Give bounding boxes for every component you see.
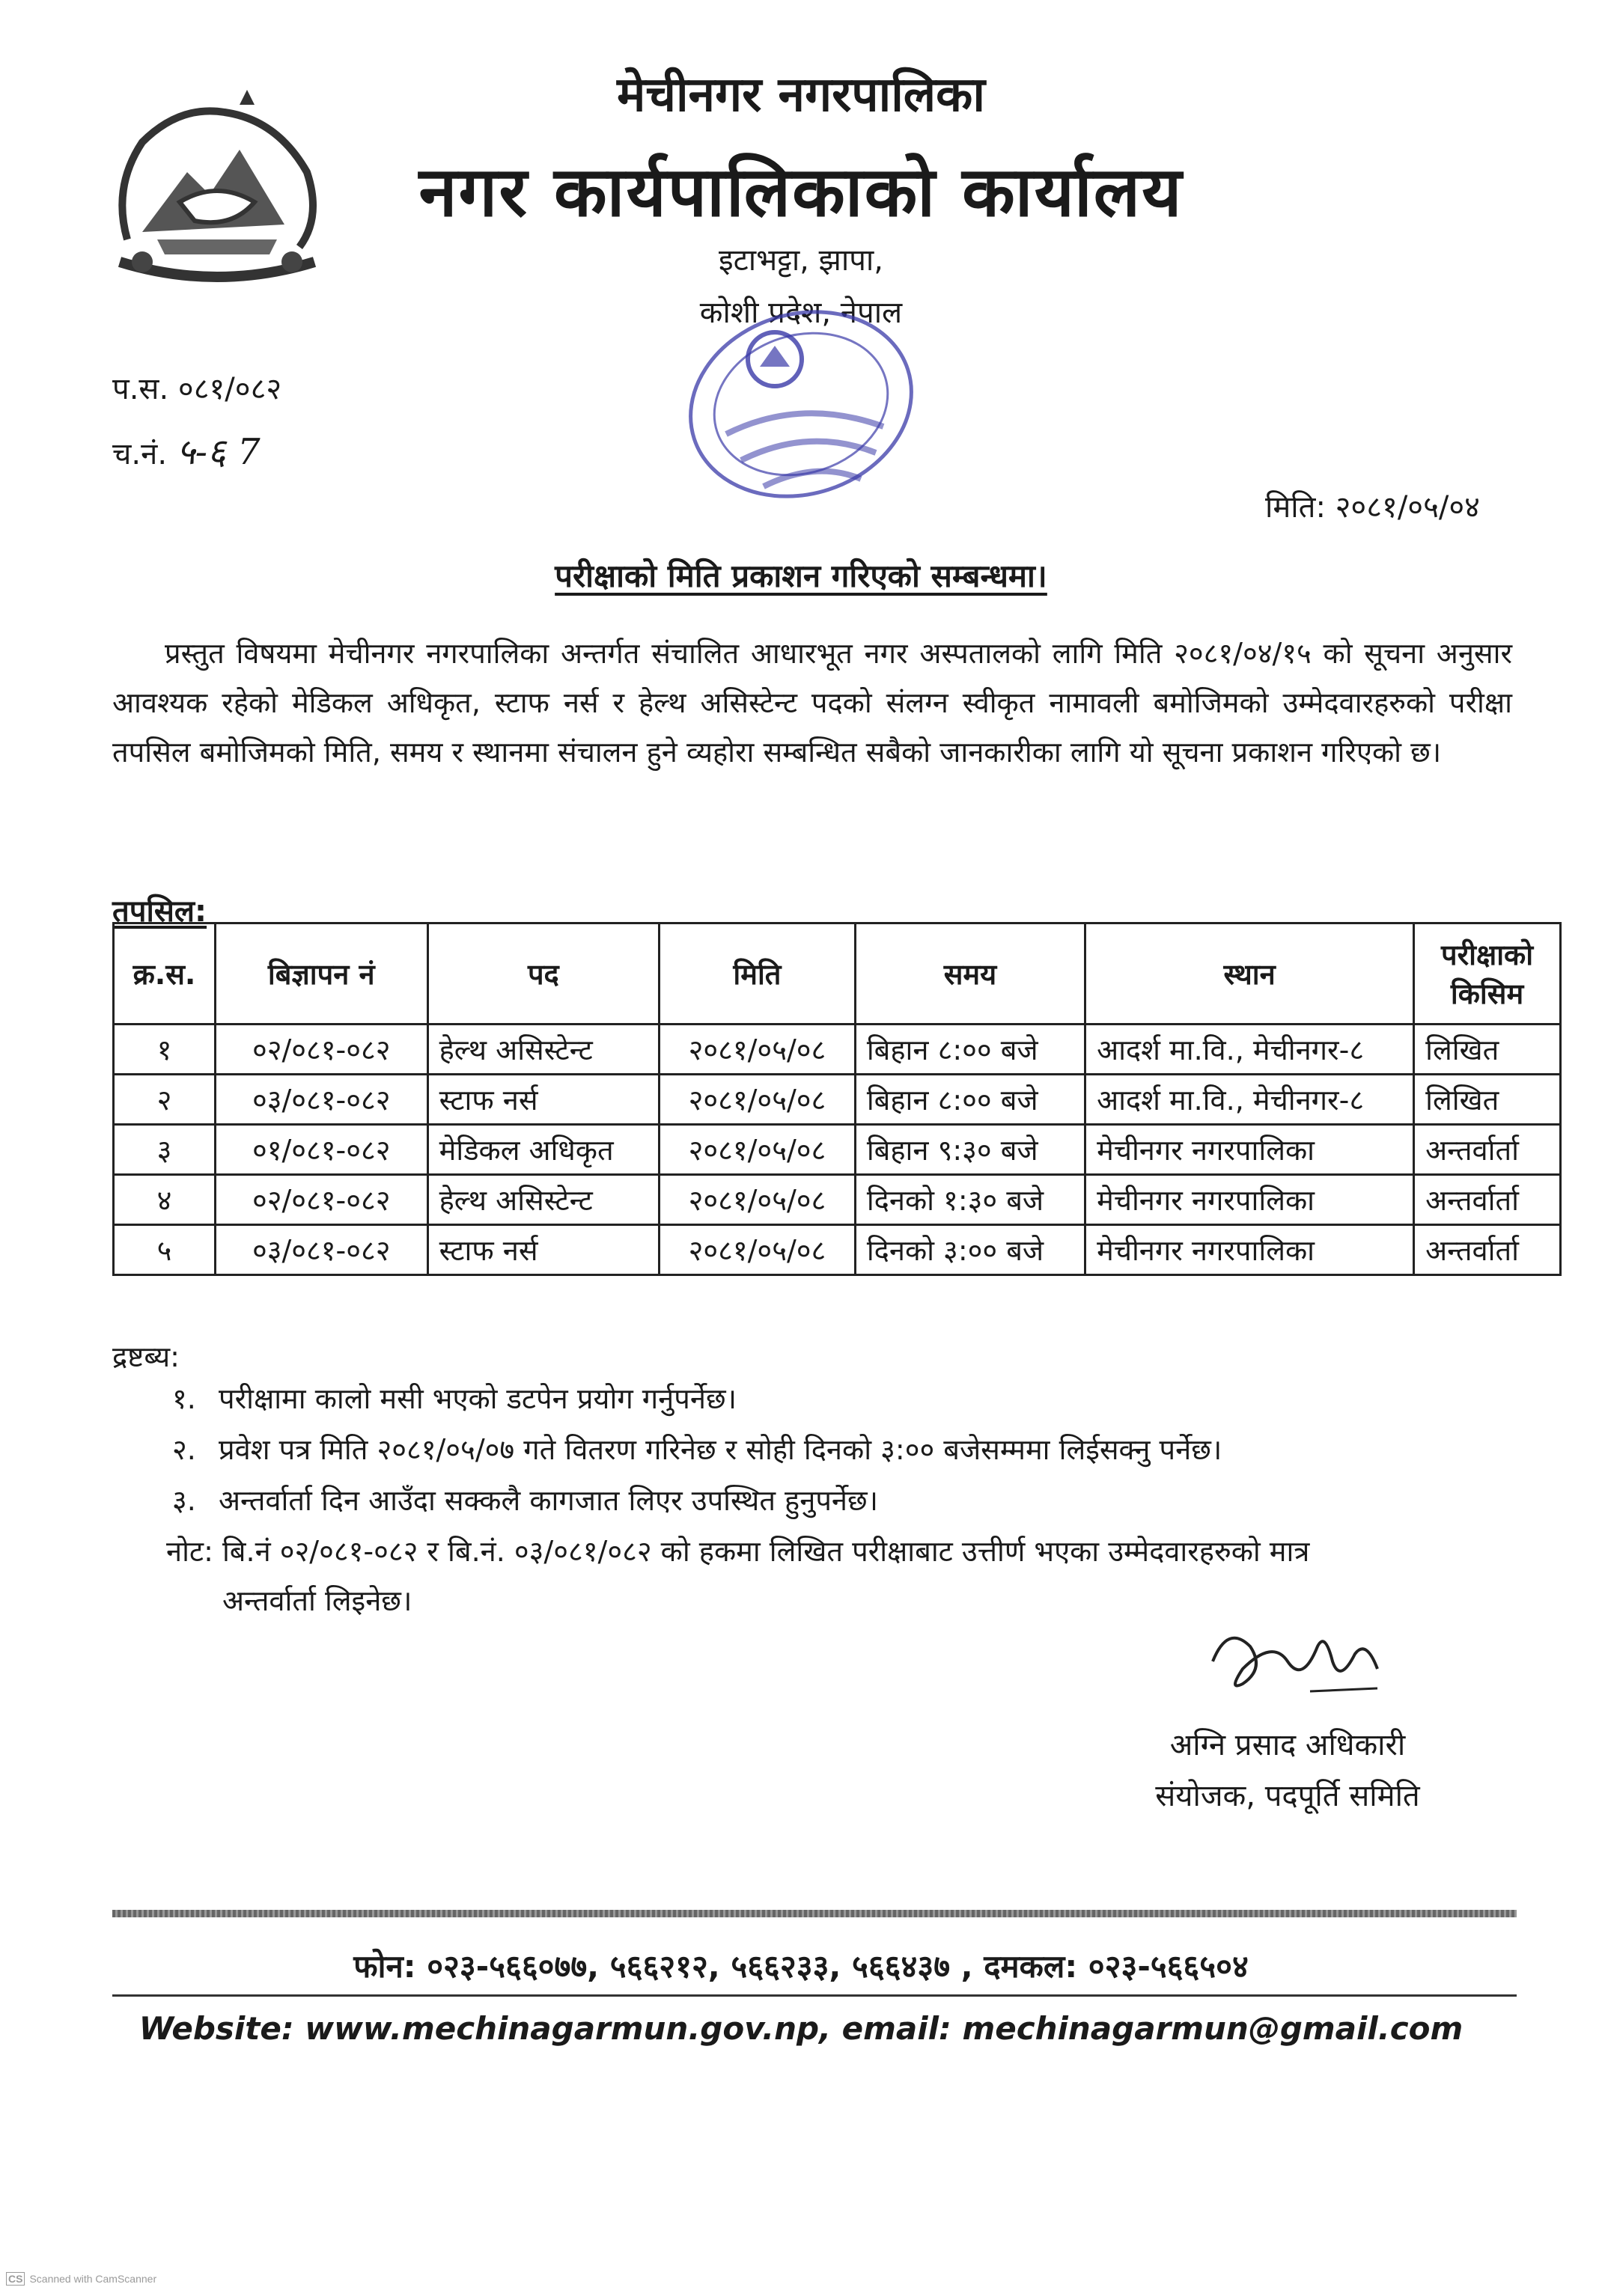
cell-time: बिहान ९:३० बजे bbox=[855, 1125, 1085, 1175]
signatory-name: अग्नि प्रसाद अधिकारी bbox=[1169, 1728, 1406, 1762]
schedule-label: तपसिल: bbox=[112, 894, 207, 929]
header-ad-number: बिज्ञापन नं bbox=[215, 923, 427, 1025]
footer-website-email: Website: www.mechinagarmun.gov.np, email: mechinagarmun@gmail.com bbox=[138, 2010, 1464, 2047]
note-remark bbox=[166, 1527, 1514, 1625]
note-item bbox=[172, 1429, 1222, 1468]
note-text: परीक्षामा कालो मसी भएको डटपेन प्रयोग गर्नुपर्नेछ। bbox=[219, 1382, 737, 1415]
cell-post: मेडिकल अधिकृत bbox=[427, 1125, 659, 1175]
note-number: २. bbox=[172, 1433, 196, 1466]
table-row bbox=[114, 1125, 1561, 1175]
cell-exam-type: लिखित bbox=[1414, 1025, 1561, 1075]
header-post: पद bbox=[427, 923, 659, 1025]
cell-time: बिहान ८:०० बजे bbox=[855, 1075, 1085, 1125]
cell-post: हेल्थ असिस्टेन्ट bbox=[427, 1025, 659, 1075]
note-item bbox=[172, 1480, 878, 1519]
cell-post: हेल्थ असिस्टेन्ट bbox=[427, 1175, 659, 1225]
cell-date: २०८१/०५/०८ bbox=[660, 1225, 856, 1275]
note-text: प्रवेश पत्र मिति २०८१/०५/०७ गते वितरण गरिनेछ र सोही दिनको ३:०० बजेसम्ममा लिईसक्नु पर्नेछ। bbox=[219, 1433, 1222, 1466]
cell-ad-number: ०१/०८१-०८२ bbox=[215, 1125, 427, 1175]
cell-time: दिनको १:३० बजे bbox=[855, 1175, 1085, 1225]
header-time: समय bbox=[855, 923, 1085, 1025]
office-name: नगर कार्यपालिकाको कार्यालय bbox=[418, 152, 1184, 232]
subject-text: परीक्षाको मिति प्रकाशन गरिएको सम्बन्धमा। bbox=[555, 558, 1047, 594]
cell-date: २०८१/०५/०८ bbox=[660, 1175, 856, 1225]
cell-date: २०८१/०५/०८ bbox=[660, 1075, 856, 1125]
scanner-text: Scanned with CamScanner bbox=[29, 2273, 157, 2285]
cell-venue: आदर्श मा.वि., मेचीनगर-८ bbox=[1085, 1025, 1414, 1075]
cell-exam-type: अन्तर्वार्ता bbox=[1414, 1125, 1561, 1175]
cell-venue: आदर्श मा.वि., मेचीनगर-८ bbox=[1085, 1075, 1414, 1125]
subject-line bbox=[0, 554, 1602, 596]
cell-serial: ५ bbox=[114, 1225, 216, 1275]
footer-divider-bottom bbox=[112, 1994, 1517, 1997]
note-remark-line-1: नोट: बि.नं ०२/०८१-०८२ र बि.नं. ०३/०८१/०८२ को हकमा लिखित परीक्षाबाट उत्तीर्ण भएका उम्मेदवारहरुको मात्र bbox=[166, 1535, 1310, 1568]
cell-post: स्टाफ नर्स bbox=[427, 1075, 659, 1125]
cell-ad-number: ०२/०८१-०८२ bbox=[215, 1175, 427, 1225]
address-line-1: इटाभट्टा, झापा, bbox=[718, 243, 884, 278]
table-row bbox=[114, 1025, 1561, 1075]
scanner-watermark bbox=[6, 2272, 156, 2286]
header-venue: स्थान bbox=[1085, 923, 1414, 1025]
table-header-row bbox=[114, 923, 1561, 1025]
municipality-name: मेचीनगर नगरपालिका bbox=[617, 67, 985, 123]
cell-post: स्टाफ नर्स bbox=[427, 1225, 659, 1275]
address-line-2: कोशी प्रदेश, नेपाल bbox=[699, 296, 903, 330]
footer-divider-top bbox=[112, 1910, 1517, 1917]
dispatch-number bbox=[112, 427, 261, 475]
cell-date: २०८१/०५/०८ bbox=[660, 1125, 856, 1175]
table-row bbox=[114, 1175, 1561, 1225]
footer-phone: फोन: ०२३-५६६०७७, ५६६२१२, ५६६२३३, ५६६४३७ , दमकल: ०२३-५६६५०४ bbox=[353, 1948, 1249, 1985]
signatory-role: संयोजक, पदपूर्ति समिति bbox=[1155, 1779, 1420, 1813]
cell-serial: १ bbox=[114, 1025, 216, 1075]
cell-serial: ४ bbox=[114, 1175, 216, 1225]
table-row bbox=[114, 1075, 1561, 1125]
note-number: १. bbox=[172, 1382, 196, 1415]
note-text: अन्तर्वार्ता दिन आउँदा सक्कलै कागजात लिएर उपस्थित हुनुपर्नेछ। bbox=[219, 1484, 879, 1517]
cell-ad-number: ०२/०८१-०८२ bbox=[215, 1025, 427, 1075]
note-number: ३. bbox=[172, 1484, 196, 1517]
scanner-badge: CS bbox=[6, 2272, 25, 2286]
cell-exam-type: लिखित bbox=[1414, 1075, 1561, 1125]
note-item bbox=[172, 1378, 737, 1417]
cell-venue: मेचीनगर नगरपालिका bbox=[1085, 1225, 1414, 1275]
exam-schedule-table bbox=[112, 922, 1562, 1276]
notes-title: द्रष्टब्य: bbox=[112, 1340, 180, 1373]
header-date: मिति bbox=[660, 923, 856, 1025]
cell-serial: २ bbox=[114, 1075, 216, 1125]
cell-exam-type: अन्तर्वार्ता bbox=[1414, 1175, 1561, 1225]
cell-ad-number: ०३/०८१-०८२ bbox=[215, 1075, 427, 1125]
cell-time: दिनको ३:०० बजे bbox=[855, 1225, 1085, 1275]
header-exam-type: परीक्षाको किसिम bbox=[1414, 923, 1561, 1025]
cell-venue: मेचीनगर नगरपालिका bbox=[1085, 1175, 1414, 1225]
signature-icon bbox=[1198, 1616, 1392, 1714]
cell-venue: मेचीनगर नगरपालिका bbox=[1085, 1125, 1414, 1175]
notice-date: मिति: २०८१/०५/०४ bbox=[1265, 490, 1480, 525]
cell-ad-number: ०३/०८१-०८२ bbox=[215, 1225, 427, 1275]
header-serial: क्र.स. bbox=[114, 923, 216, 1025]
dispatch-number-value: ५-६ 7 bbox=[176, 431, 261, 473]
office-stamp-icon bbox=[674, 299, 928, 516]
fiscal-year-ref: प.स. ०८१/०८२ bbox=[112, 372, 282, 406]
cell-date: २०८१/०५/०८ bbox=[660, 1025, 856, 1075]
dispatch-number-label: च.नं. bbox=[112, 437, 168, 471]
cell-exam-type: अन्तर्वार्ता bbox=[1414, 1225, 1561, 1275]
cell-time: बिहान ८:०० बजे bbox=[855, 1025, 1085, 1075]
note-remark-line-2: अन्तर्वार्ता लिइनेछ। bbox=[222, 1584, 412, 1617]
cell-serial: ३ bbox=[114, 1125, 216, 1175]
notice-body: प्रस्तुत विषयमा मेचीनगर नगरपालिका अन्तर्गत संचालित आधारभूत नगर अस्पतालको लागि मिति २०८१/०४/१५ को सूचना अनुसार आवश्यक रहेको मेडिकल अधिकृत, स्टाफ नर्स र हेल्थ असिस्टेन्ट पदको संलग्न स्वीकृत नामावली बमोजिमको उम्मेदवारहरुको परीक्षा तपसिल बमोजिमको मिति, समय र स्थानमा संचालन हुने व्यहोरा सम्बन्धित सबैको जानकारीका लागि यो सूचना प्रकाशन गरिएको छ। bbox=[112, 637, 1512, 769]
table-row bbox=[114, 1225, 1561, 1275]
